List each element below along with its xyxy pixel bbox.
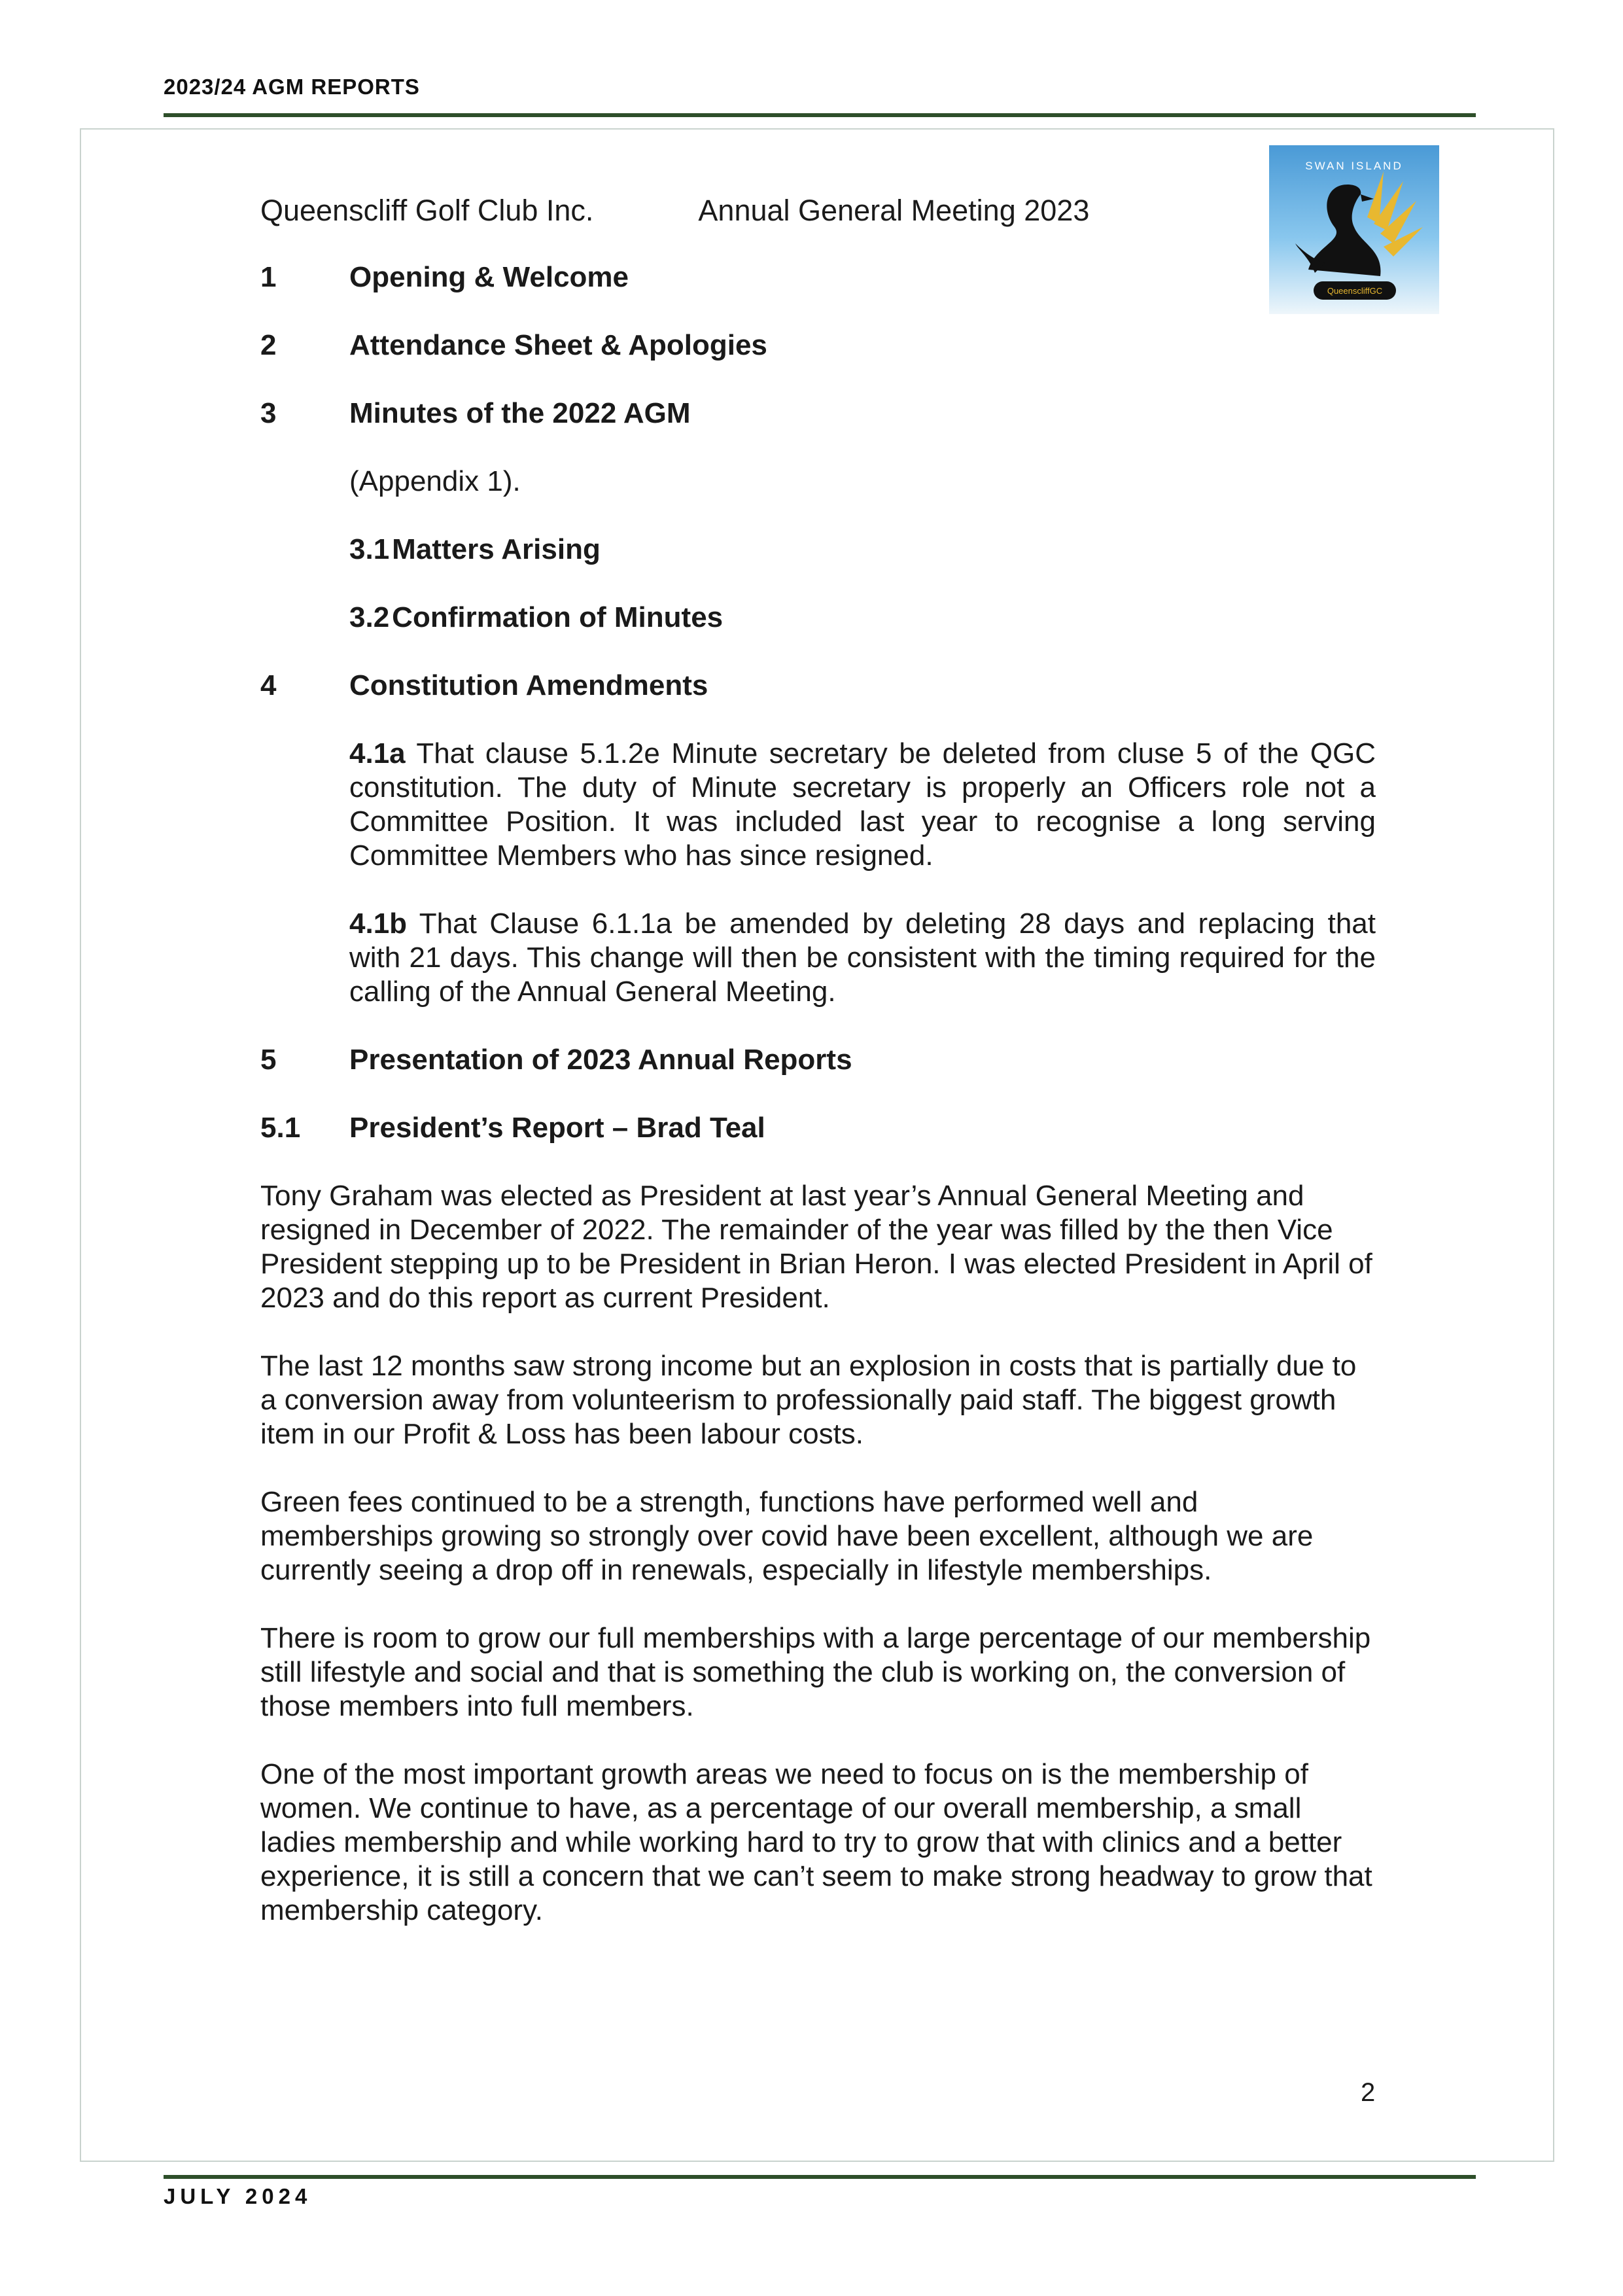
report-paragraph: The last 12 months saw strong income but an explosion in costs that is partially due to a conversion away from volunteerism to professionally paid staff. The biggest growth item in our Profit & Loss has been labour costs. bbox=[260, 1350, 1357, 1450]
item-title: President’s Report – Brad Teal bbox=[349, 1112, 765, 1144]
item-number: 2 bbox=[260, 329, 277, 361]
logo-badge-text: QueenscliffGC bbox=[1327, 286, 1383, 296]
agenda-item bbox=[260, 1111, 1376, 1145]
item-number: 3 bbox=[260, 397, 277, 429]
agenda-item bbox=[260, 1043, 1376, 1077]
appendix-note: (Appendix 1). bbox=[349, 465, 521, 497]
agenda-item bbox=[260, 669, 1376, 703]
amendment-text: That Clause 6.1.1a be amended by deleting 28 days and replacing that with 21 days. This change will then be consistent with the timing required for the calling of the Annual General Meeting. bbox=[349, 908, 1376, 1008]
item-number: 4 bbox=[260, 669, 277, 701]
item-title: Minutes of the 2022 AGM bbox=[349, 397, 691, 429]
amendment-paragraph bbox=[349, 737, 1376, 873]
club-name: Queenscliff Golf Club Inc. bbox=[260, 194, 594, 227]
report-paragraph: Green fees continued to be a strength, functions have performed well and memberships growing so strongly over covid have been excellent, although we are currently seeing a drop off in renewals, especially in lifestyle memberships. bbox=[260, 1486, 1314, 1586]
sub-item bbox=[349, 601, 1376, 635]
amendment-label: 4.1a bbox=[349, 737, 406, 769]
meeting-name: Annual General Meeting 2023 bbox=[698, 194, 1090, 227]
sub-item-number: 3.2 bbox=[349, 601, 390, 633]
page-number: 2 bbox=[1361, 2078, 1376, 2107]
document-body bbox=[260, 194, 1376, 1962]
agenda-item bbox=[260, 260, 1376, 294]
item-number: 5.1 bbox=[260, 1112, 301, 1144]
report-paragraph: One of the most important growth areas we need to focus on is the membership of women. We continue to have, as a percentage of our overall membership, a small ladies membership and while working hard to try to grow that with clinics and a better experience, it is still a concern that we can’t seem to make strong headway to grow that membership category. bbox=[260, 1758, 1372, 1926]
item-title: Opening & Welcome bbox=[349, 261, 629, 293]
logo-top-text: SWAN ISLAND bbox=[1305, 160, 1403, 172]
item-number: 5 bbox=[260, 1044, 277, 1076]
report-paragraph: There is room to grow our full memberships with a large percentage of our membership still lifestyle and social and that is something the club is working on, the conversion of those members into full members. bbox=[260, 1622, 1371, 1722]
document-title-line bbox=[260, 194, 1376, 233]
agenda-item bbox=[260, 328, 1376, 362]
item-title: Constitution Amendments bbox=[349, 669, 708, 701]
sub-item-number: 3.1 bbox=[349, 533, 390, 565]
agenda-item bbox=[260, 397, 1376, 431]
item-title: Presentation of 2023 Annual Reports bbox=[349, 1044, 852, 1076]
header-rule bbox=[164, 113, 1476, 117]
report-paragraph: Tony Graham was elected as President at last year’s Annual General Meeting and resigned in December of 2022. The remainder of the year was filled by the then Vice President stepping up to be President in Brian Heron. I was elected President in April of 2023 and do this report as current President. bbox=[260, 1180, 1372, 1314]
footer-rule bbox=[164, 2175, 1476, 2179]
amendment-paragraph bbox=[349, 907, 1376, 1009]
item-number: 1 bbox=[260, 261, 277, 293]
footer-date-label: JULY 2024 bbox=[164, 2184, 312, 2208]
sub-item-title: Confirmation of Minutes bbox=[392, 601, 724, 633]
sub-item-title: Matters Arising bbox=[392, 533, 601, 565]
amendment-text: That clause 5.1.2e Minute secretary be deleted from cluse 5 of the QGC constitution. The duty of Minute secretary is properly an Officers role not a Committee Position. It was included last year to recognise a long serving Committee Members who has since resigned. bbox=[349, 737, 1376, 872]
report-header-label: 2023/24 AGM REPORTS bbox=[164, 75, 420, 99]
amendment-label: 4.1b bbox=[349, 908, 408, 940]
sub-item bbox=[349, 533, 1376, 567]
item-title: Attendance Sheet & Apologies bbox=[349, 329, 767, 361]
